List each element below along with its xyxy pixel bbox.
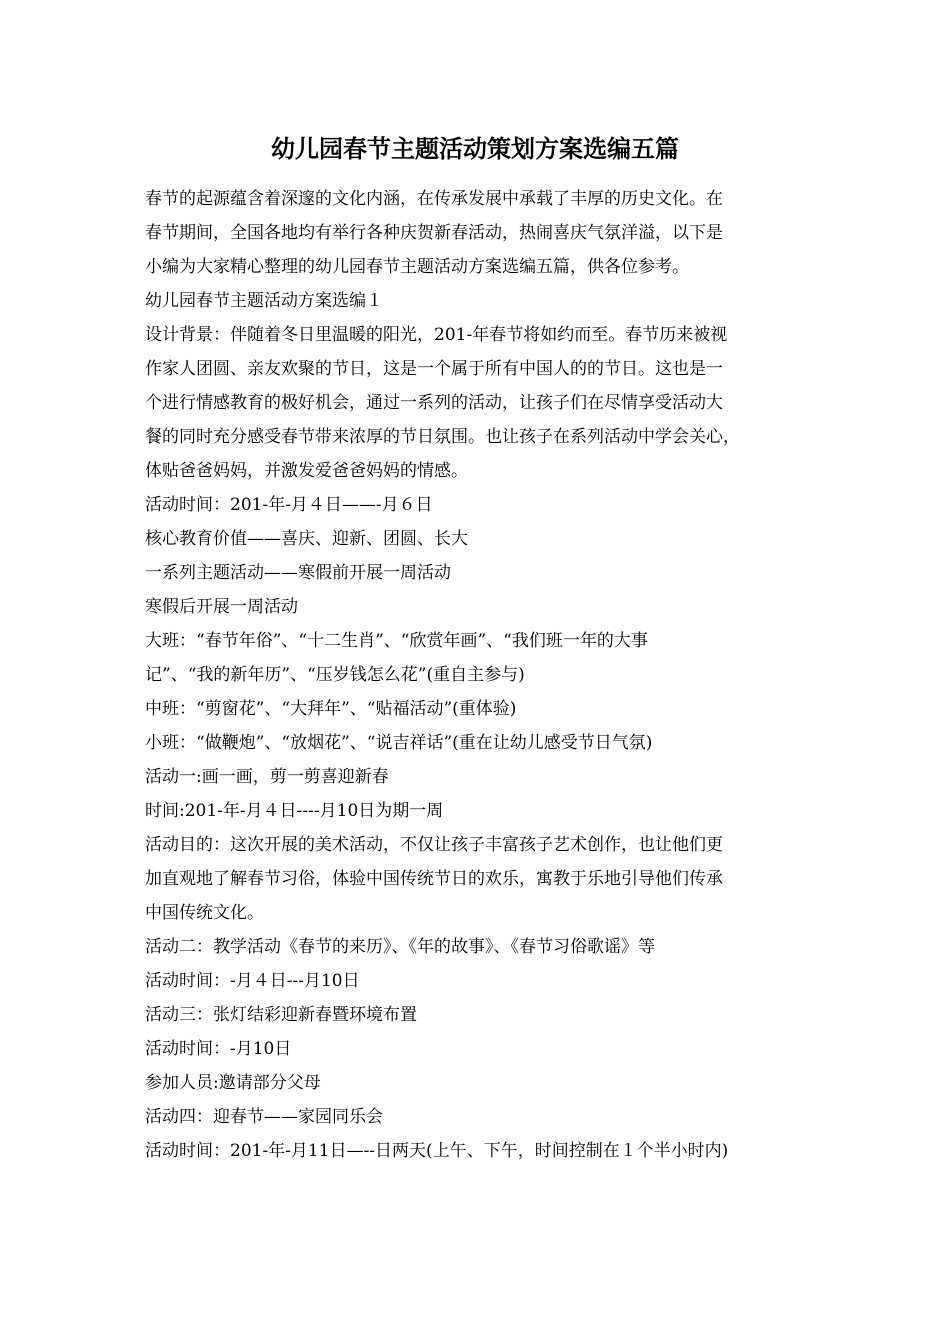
document-body [145, 182, 825, 1168]
document-title: 幼儿园春节主题活动策划方案选编五篇 [271, 134, 679, 163]
paragraph-line: 活动三：张灯结彩迎新春暨环境布置 [145, 1005, 417, 1025]
paragraph-line: 活动二：教学活动《春节的来历》、《年的故事》、《春节习俗歌谣》等 [145, 937, 655, 957]
paragraph-line: 核心教育价值——喜庆、迎新、团圆、长大 [145, 529, 468, 549]
paragraph-line: 活动时间：201-年-月４日——-月６日 [145, 495, 433, 515]
paragraph-line: 小班：“做鞭炮”、“放烟花”、“说吉祥话”(重在让幼儿感受节日气氛) [145, 733, 653, 753]
paragraph-line: 记”、“我的新年历”、“压岁钱怎么花”(重自主参与) [145, 665, 525, 685]
paragraph-line: 设计背景：伴随着冬日里温暖的阳光，201-年春节将如约而至。春节历来被视 [145, 325, 728, 345]
paragraph-line: 春节的起源蕴含着深邃的文化内涵，在传承发展中承载了丰厚的历史文化。在 [145, 189, 723, 209]
paragraph-line: 寒假后开展一周活动 [145, 597, 298, 617]
paragraph-line: 活动时间：-月10日 [145, 1039, 292, 1059]
paragraph-line: 作家人团圆、亲友欢聚的节日，这是一个属于所有中国人的的节日。这也是一 [145, 359, 723, 379]
paragraph-line: 一系列主题活动——寒假前开展一周活动 [145, 563, 451, 583]
paragraph-line: 加直观地了解春节习俗，体验中国传统节日的欢乐，寓教于乐地引导他们传承 [145, 869, 723, 889]
paragraph-line: 中班：“剪窗花”、“大拜年”、“贴福活动”(重体验) [145, 699, 517, 719]
paragraph-line: 时间:201-年-月４日----月10日为期一周 [145, 801, 444, 821]
paragraph-line: 活动时间：-月４日---月10日 [145, 971, 360, 991]
paragraph-line: 大班：“春节年俗”、“十二生肖”、“欣赏年画”、“我们班一年的大事 [145, 631, 648, 651]
section-heading: 幼儿园春节主题活动方案选编１ [145, 291, 383, 311]
paragraph-line: 活动一:画一画，剪一剪喜迎新春 [145, 767, 389, 787]
paragraph-line: 餐的同时充分感受春节带来浓厚的节日氛围。也让孩子在系列活动中学会关心， [145, 427, 740, 447]
paragraph-line: 体贴爸爸妈妈，并激发爱爸爸妈妈的情感。 [145, 461, 468, 481]
paragraph-line: 活动四：迎春节——家园同乐会 [145, 1107, 383, 1127]
paragraph-line: 活动时间：201-年-月11日—--日两天(上午、下午，时间控制在１个半小时内) [145, 1141, 729, 1161]
paragraph-line: 小编为大家精心整理的幼儿园春节主题活动方案选编五篇，供各位参考。 [145, 257, 689, 277]
paragraph-line: 中国传统文化。 [145, 903, 264, 923]
paragraph-line: 春节期间，全国各地均有举行各种庆贺新春活动，热闹喜庆气氛洋溢，以下是 [145, 223, 723, 243]
paragraph-line: 活动目的：这次开展的美术活动，不仅让孩子丰富孩子艺术创作，也让他们更 [145, 835, 723, 855]
paragraph-line: 个进行情感教育的极好机会，通过一系列的活动，让孩子们在尽情享受活动大 [145, 393, 723, 413]
paragraph-line: 参加人员:邀请部分父母 [145, 1073, 321, 1093]
